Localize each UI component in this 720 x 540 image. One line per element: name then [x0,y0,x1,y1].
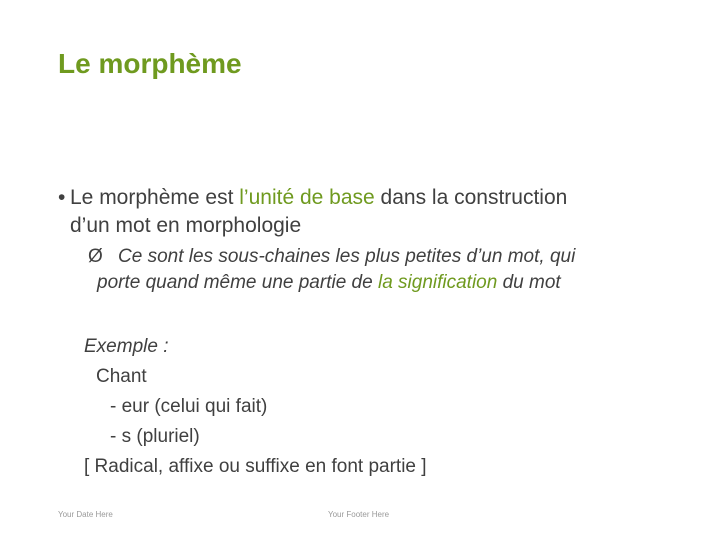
arrow-bullet-icon: Ø [88,246,103,267]
example-note: [ Radical, affixe ou suffixe en font partie ] [84,456,427,477]
example-word: Chant [96,366,147,387]
bullet-main-part2: dans la construction [374,186,568,209]
bullet-dot-icon: • [58,186,66,209]
bullet-sub-line2 [88,270,678,296]
example-label: Exemple : [84,336,169,357]
bullet-main-part1: Le morphème est [70,186,240,209]
footer-text: Your Footer Here [328,510,390,519]
bullet-sub-line1: Ce sont les sous-chaines les plus petites d’un mot, qui [118,246,576,267]
bullet-sub-part1: porte quand même une partie de [97,272,378,293]
bullet-main [58,184,678,240]
bullet-main-line1 [58,184,678,212]
example-suffix-eur: - eur (celui qui fait) [110,396,268,417]
example-suffix-s: - s (pluriel) [110,426,200,447]
slide-title: Le morphème [58,48,242,79]
bullet-sub-highlight: la signification [377,272,498,293]
example-block [84,332,644,482]
bullet-main-line2: d’un mot en morphologie [70,214,302,237]
bullet-sub [88,244,678,296]
footer-date: Your Date Here [58,510,113,519]
bullet-sub-part2: du mot [497,272,561,293]
bullet-main-highlight: l’unité de base [239,186,375,209]
